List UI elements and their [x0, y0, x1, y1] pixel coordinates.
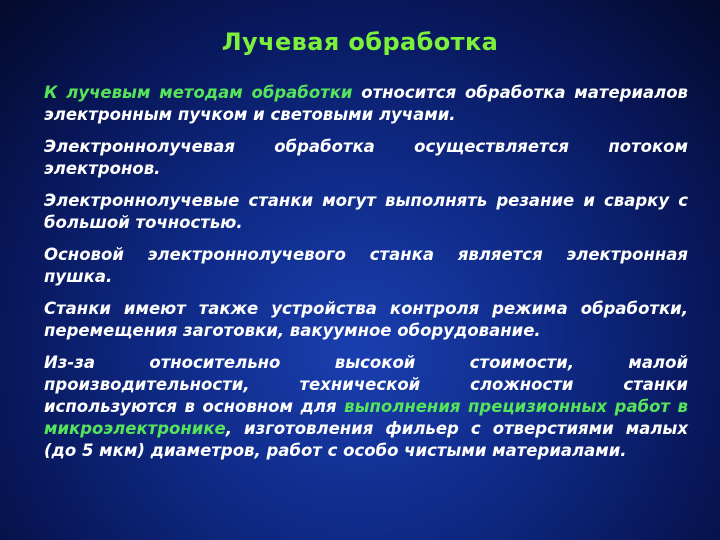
paragraph-6-text-end: , изготовления фильер с отверстиями малых (до 5 мкм) диаметров, работ с особо чистыми материалами.	[44, 419, 688, 460]
slide-body	[44, 82, 688, 472]
paragraph-1	[44, 82, 688, 126]
slide-title: Лучевая обработка	[221, 28, 499, 56]
paragraph-6	[44, 352, 688, 462]
paragraph-5: Станки имеют также устройства контроля режима обработки, перемещения заготовки, вакуумное оборудование.	[44, 299, 688, 340]
paragraph-4: Основой электроннолучевого станка является электронная пушка.	[44, 245, 688, 286]
highlight-lead: К лучевым методам обработки	[44, 83, 353, 102]
paragraph-2: Электроннолучевая обработка осуществляется потоком электронов.	[44, 137, 688, 178]
highlight-microelectronics: выполнения прецизионных работ в микроэлектронике	[44, 397, 689, 438]
paragraph-1-text: относится обработка материалов электронным пучком и световыми лучами.	[44, 83, 689, 124]
paragraph-6-text-start: Из-за относительно высокой стоимости, малой производительности, технической сложности станки используются в основном для	[44, 353, 688, 416]
paragraph-3: Электроннолучевые станки могут выполнять резание и сварку с большой точностью.	[44, 191, 688, 232]
